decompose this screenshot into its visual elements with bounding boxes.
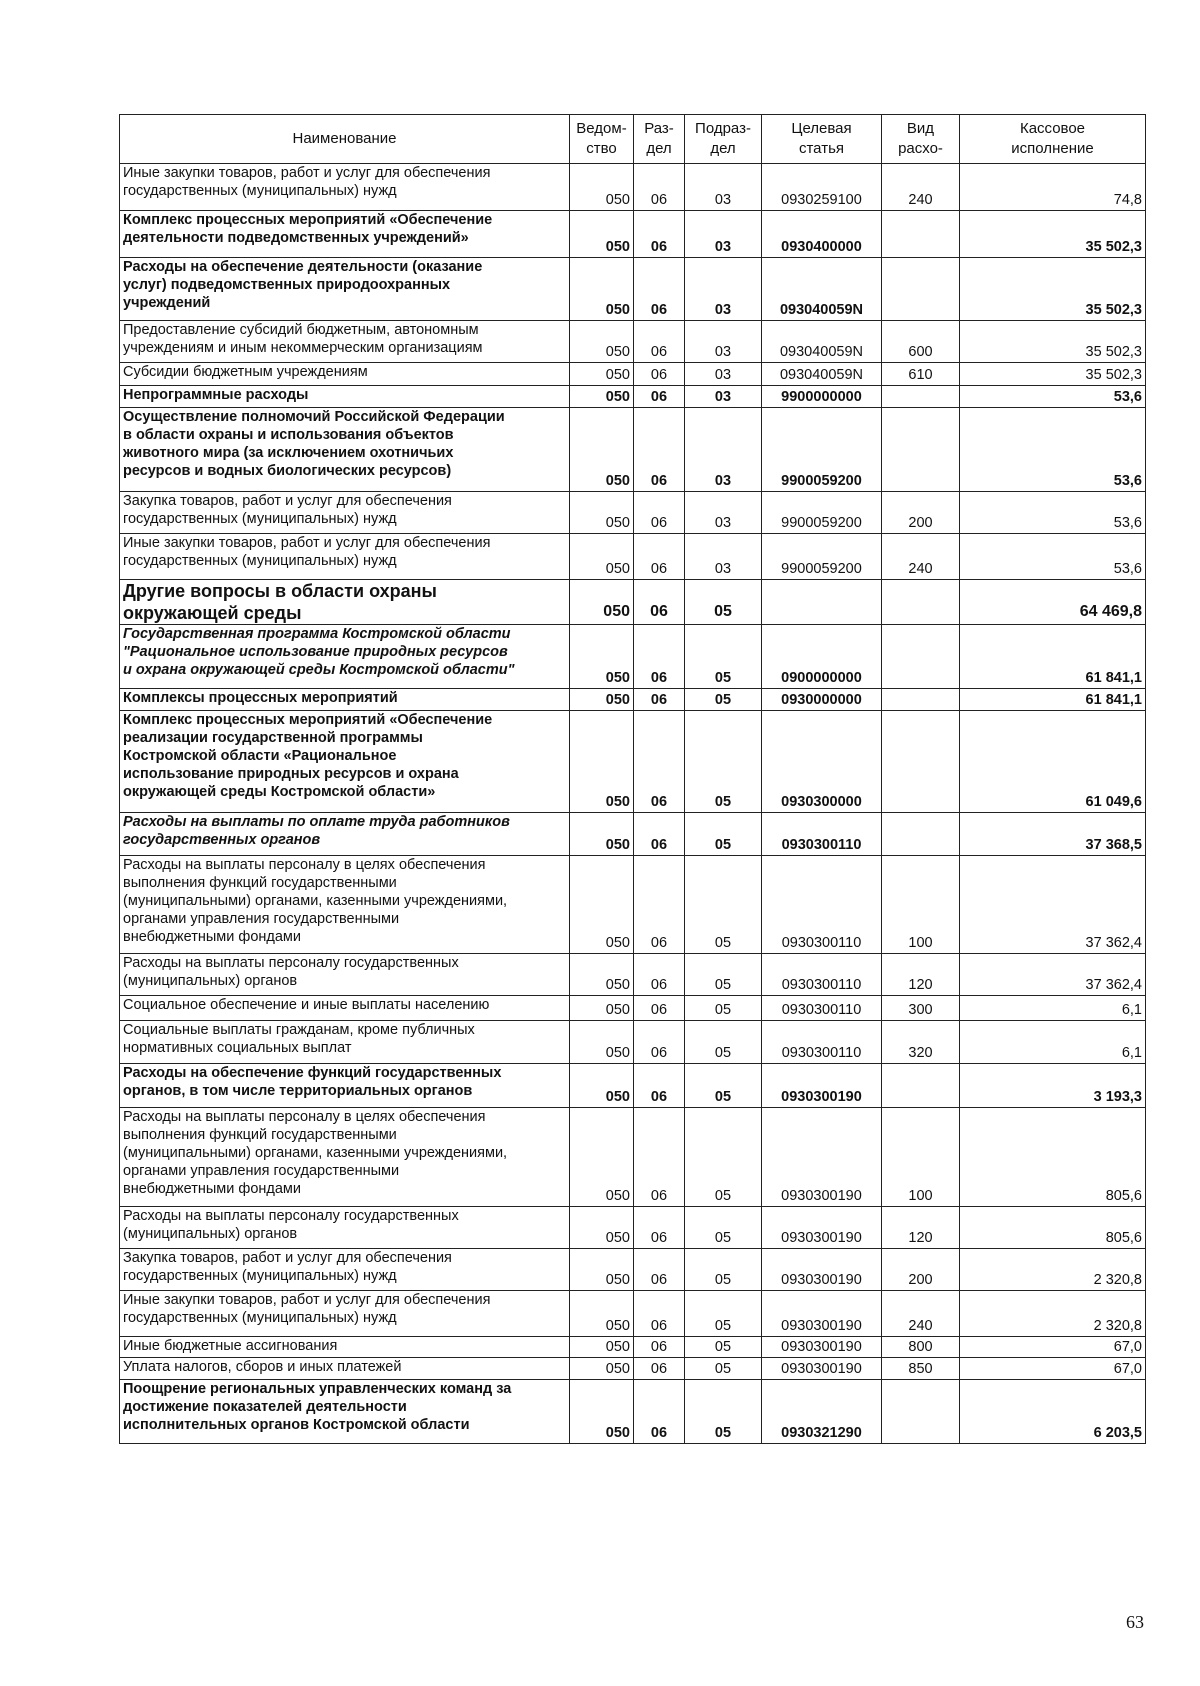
- cell-article: 9900000000: [762, 386, 882, 408]
- table-row: [120, 580, 1146, 625]
- cell-name: Расходы на выплаты по оплате труда работников государственных органов: [120, 813, 570, 856]
- header-article-label: Целевая статья: [791, 120, 852, 157]
- cell-razdel: 06: [634, 363, 685, 386]
- cell-razdel: 06: [634, 1249, 685, 1291]
- header-razdel: [634, 115, 685, 164]
- cell-name: Иные закупки товаров, работ и услуг для обеспечения государственных (муниципальных) нужд: [120, 534, 570, 580]
- cell-vid: 240: [882, 534, 960, 580]
- cell-ved: 050: [570, 534, 634, 580]
- header-ved-label: Ведом- ство: [576, 120, 627, 157]
- table-row: [120, 813, 1146, 856]
- table-row: [120, 321, 1146, 363]
- cell-ved: 050: [570, 1337, 634, 1358]
- cell-article: 0930300190: [762, 1337, 882, 1358]
- cell-podrazdel: 05: [685, 1108, 762, 1207]
- header-amount-label: Кассовое исполнение: [1011, 120, 1094, 157]
- table-row: [120, 258, 1146, 321]
- cell-podrazdel: 05: [685, 580, 762, 625]
- cell-vid: [882, 711, 960, 813]
- cell-podrazdel: 05: [685, 711, 762, 813]
- cell-podrazdel: 05: [685, 954, 762, 996]
- header-name: Наименование: [120, 115, 570, 164]
- cell-name: Иные закупки товаров, работ и услуг для обеспечения государственных (муниципальных) нужд: [120, 164, 570, 211]
- cell-name: Комплекс процессных мероприятий «Обеспечение деятельности подведомственных учреждений»: [120, 211, 570, 258]
- cell-amount: 3 193,3: [960, 1064, 1146, 1108]
- table-row: [120, 625, 1146, 689]
- cell-podrazdel: 03: [685, 164, 762, 211]
- cell-podrazdel: 03: [685, 408, 762, 492]
- cell-ved: 050: [570, 1064, 634, 1108]
- cell-vid: [882, 813, 960, 856]
- cell-ved: 050: [570, 996, 634, 1021]
- cell-amount: 53,6: [960, 492, 1146, 534]
- cell-vid: 200: [882, 1249, 960, 1291]
- cell-vid: [882, 580, 960, 625]
- cell-name: Закупка товаров, работ и услуг для обеспечения государственных (муниципальных) нужд: [120, 1249, 570, 1291]
- cell-name: Уплата налогов, сборов и иных платежей: [120, 1358, 570, 1380]
- cell-article: 0930300110: [762, 954, 882, 996]
- cell-vid: [882, 258, 960, 321]
- cell-amount: 35 502,3: [960, 211, 1146, 258]
- header-razdel-label: Раз- дел: [644, 120, 674, 157]
- cell-ved: 050: [570, 386, 634, 408]
- cell-vid: [882, 211, 960, 258]
- cell-podrazdel: 05: [685, 1380, 762, 1444]
- table-row: [120, 1291, 1146, 1337]
- table-row: [120, 408, 1146, 492]
- cell-amount: 35 502,3: [960, 363, 1146, 386]
- table-row: [120, 1108, 1146, 1207]
- cell-ved: 050: [570, 580, 634, 625]
- table-row: [120, 996, 1146, 1021]
- cell-name: Расходы на обеспечение функций государственных органов, в том числе территориальных органов: [120, 1064, 570, 1108]
- cell-razdel: 06: [634, 1207, 685, 1249]
- table-row: [120, 1207, 1146, 1249]
- cell-amount: 2 320,8: [960, 1249, 1146, 1291]
- table-row: [120, 1064, 1146, 1108]
- cell-razdel: 06: [634, 258, 685, 321]
- cell-name: Комплексы процессных мероприятий: [120, 689, 570, 711]
- cell-ved: 050: [570, 1021, 634, 1064]
- cell-razdel: 06: [634, 813, 685, 856]
- cell-podrazdel: 05: [685, 689, 762, 711]
- table-row: [120, 211, 1146, 258]
- cell-podrazdel: 05: [685, 1021, 762, 1064]
- cell-ved: 050: [570, 321, 634, 363]
- cell-podrazdel: 03: [685, 492, 762, 534]
- header-ved: [570, 115, 634, 164]
- cell-amount: 35 502,3: [960, 321, 1146, 363]
- cell-amount: 37 362,4: [960, 856, 1146, 954]
- cell-ved: 050: [570, 211, 634, 258]
- cell-name: Другие вопросы в области охраны окружающей среды: [120, 580, 570, 625]
- cell-podrazdel: 05: [685, 813, 762, 856]
- cell-ved: 050: [570, 689, 634, 711]
- cell-razdel: 06: [634, 534, 685, 580]
- cell-vid: 200: [882, 492, 960, 534]
- table-row: [120, 856, 1146, 954]
- header-article: [762, 115, 882, 164]
- cell-ved: 050: [570, 1108, 634, 1207]
- cell-amount: 53,6: [960, 408, 1146, 492]
- table-row: [120, 1021, 1146, 1064]
- cell-amount: 61 049,6: [960, 711, 1146, 813]
- cell-vid: 300: [882, 996, 960, 1021]
- cell-razdel: 06: [634, 856, 685, 954]
- cell-name: Предоставление субсидий бюджетным, автономным учреждениям и иным некоммерческим организациям: [120, 321, 570, 363]
- cell-article: 0930300110: [762, 856, 882, 954]
- cell-podrazdel: 05: [685, 1249, 762, 1291]
- cell-name: Непрограммные расходы: [120, 386, 570, 408]
- cell-ved: 050: [570, 1380, 634, 1444]
- cell-ved: 050: [570, 1249, 634, 1291]
- cell-article: 0930300110: [762, 1021, 882, 1064]
- cell-article: 0900000000: [762, 625, 882, 689]
- header-row: [120, 115, 1146, 164]
- table-row: [120, 363, 1146, 386]
- cell-amount: 64 469,8: [960, 580, 1146, 625]
- cell-name: Закупка товаров, работ и услуг для обеспечения государственных (муниципальных) нужд: [120, 492, 570, 534]
- cell-razdel: 06: [634, 1337, 685, 1358]
- cell-name: Иные бюджетные ассигнования: [120, 1337, 570, 1358]
- cell-ved: 050: [570, 954, 634, 996]
- cell-name: Государственная программа Костромской области "Рациональное использование природных ресурсов и охрана окружающей среды Костромской области": [120, 625, 570, 689]
- cell-article: 0930300190: [762, 1108, 882, 1207]
- cell-razdel: 06: [634, 1380, 685, 1444]
- cell-vid: [882, 386, 960, 408]
- cell-article: 0930300190: [762, 1207, 882, 1249]
- cell-amount: 805,6: [960, 1108, 1146, 1207]
- cell-name: Социальные выплаты гражданам, кроме публичных нормативных социальных выплат: [120, 1021, 570, 1064]
- cell-razdel: 06: [634, 386, 685, 408]
- cell-article: 0930259100: [762, 164, 882, 211]
- cell-razdel: 06: [634, 996, 685, 1021]
- cell-razdel: 06: [634, 492, 685, 534]
- table-row: [120, 711, 1146, 813]
- cell-article: 0930000000: [762, 689, 882, 711]
- cell-vid: [882, 625, 960, 689]
- cell-razdel: 06: [634, 1291, 685, 1337]
- page-number: 63: [1126, 1612, 1144, 1632]
- table-row: [120, 1358, 1146, 1380]
- cell-vid: 800: [882, 1337, 960, 1358]
- cell-podrazdel: 05: [685, 625, 762, 689]
- cell-article: 0930300190: [762, 1358, 882, 1380]
- cell-podrazdel: 03: [685, 211, 762, 258]
- cell-ved: 050: [570, 1207, 634, 1249]
- cell-razdel: 06: [634, 1358, 685, 1380]
- cell-amount: 35 502,3: [960, 258, 1146, 321]
- cell-vid: 120: [882, 954, 960, 996]
- cell-vid: [882, 689, 960, 711]
- cell-razdel: 06: [634, 1064, 685, 1108]
- cell-razdel: 06: [634, 580, 685, 625]
- cell-name: Расходы на обеспечение деятельности (оказание услуг) подведомственных природоохранных учреждений: [120, 258, 570, 321]
- cell-amount: 6 203,5: [960, 1380, 1146, 1444]
- cell-podrazdel: 03: [685, 258, 762, 321]
- cell-name: Поощрение региональных управленческих команд за достижение показателей деятельности исполнительных органов Костромской области: [120, 1380, 570, 1444]
- table-row: [120, 954, 1146, 996]
- cell-ved: 050: [570, 164, 634, 211]
- cell-razdel: 06: [634, 408, 685, 492]
- table-row: [120, 689, 1146, 711]
- table-body: [120, 164, 1146, 1444]
- cell-podrazdel: 03: [685, 321, 762, 363]
- cell-amount: 53,6: [960, 386, 1146, 408]
- cell-ved: 050: [570, 1291, 634, 1337]
- cell-amount: 67,0: [960, 1337, 1146, 1358]
- cell-name: Иные закупки товаров, работ и услуг для обеспечения государственных (муниципальных) нужд: [120, 1291, 570, 1337]
- cell-razdel: 06: [634, 211, 685, 258]
- header-podrazdel-label: Подраз- дел: [695, 120, 751, 157]
- cell-amount: 74,8: [960, 164, 1146, 211]
- cell-name: Субсидии бюджетным учреждениям: [120, 363, 570, 386]
- cell-amount: 37 362,4: [960, 954, 1146, 996]
- cell-vid: [882, 408, 960, 492]
- cell-name: Расходы на выплаты персоналу государственных (муниципальных) органов: [120, 1207, 570, 1249]
- cell-vid: [882, 1380, 960, 1444]
- cell-amount: 37 368,5: [960, 813, 1146, 856]
- cell-vid: 610: [882, 363, 960, 386]
- cell-article: 0930400000: [762, 211, 882, 258]
- table-row: [120, 1380, 1146, 1444]
- cell-amount: 53,6: [960, 534, 1146, 580]
- cell-amount: 2 320,8: [960, 1291, 1146, 1337]
- cell-amount: 61 841,1: [960, 689, 1146, 711]
- cell-amount: 61 841,1: [960, 625, 1146, 689]
- cell-vid: 600: [882, 321, 960, 363]
- cell-name: Комплекс процессных мероприятий «Обеспечение реализации государственной программы Костромской области «Рациональное использование природных ресурсов и охрана окружающей среды Костромской области»: [120, 711, 570, 813]
- cell-article: 0930300190: [762, 1249, 882, 1291]
- cell-ved: 050: [570, 258, 634, 321]
- cell-vid: 100: [882, 1108, 960, 1207]
- cell-article: 0930300110: [762, 996, 882, 1021]
- cell-article: 0930300000: [762, 711, 882, 813]
- header-podrazdel: [685, 115, 762, 164]
- cell-name: Социальное обеспечение и иные выплаты населению: [120, 996, 570, 1021]
- cell-article: 0930300190: [762, 1064, 882, 1108]
- cell-amount: 6,1: [960, 996, 1146, 1021]
- table-row: [120, 492, 1146, 534]
- table-row: [120, 1249, 1146, 1291]
- cell-ved: 050: [570, 363, 634, 386]
- cell-name: Осуществление полномочий Российской Федерации в области охраны и использования объектов животного мира (за исключением охотничьих ресурсов и водных биологических ресурсов): [120, 408, 570, 492]
- cell-article: 0930300110: [762, 813, 882, 856]
- cell-podrazdel: 05: [685, 1291, 762, 1337]
- cell-podrazdel: 05: [685, 1337, 762, 1358]
- cell-ved: 050: [570, 856, 634, 954]
- cell-name: Расходы на выплаты персоналу государственных (муниципальных) органов: [120, 954, 570, 996]
- header-vid: [882, 115, 960, 164]
- cell-podrazdel: 05: [685, 856, 762, 954]
- table-row: [120, 1337, 1146, 1358]
- cell-ved: 050: [570, 492, 634, 534]
- cell-name: Расходы на выплаты персоналу в целях обеспечения выполнения функций государственными (муниципальными) органами, казенными учреждениями, органами управления государственными внебюджетными фондами: [120, 1108, 570, 1207]
- cell-ved: 050: [570, 408, 634, 492]
- table-row: [120, 534, 1146, 580]
- cell-vid: 240: [882, 1291, 960, 1337]
- cell-article: 9900059200: [762, 408, 882, 492]
- cell-podrazdel: 05: [685, 1064, 762, 1108]
- cell-razdel: 06: [634, 689, 685, 711]
- cell-name: Расходы на выплаты персоналу в целях обеспечения выполнения функций государственными (муниципальными) органами, казенными учреждениями, органами управления государственными внебюджетными фондами: [120, 856, 570, 954]
- cell-razdel: 06: [634, 625, 685, 689]
- cell-vid: [882, 1064, 960, 1108]
- header-amount: [960, 115, 1146, 164]
- cell-article: 093040059N: [762, 258, 882, 321]
- cell-vid: 240: [882, 164, 960, 211]
- cell-podrazdel: 05: [685, 996, 762, 1021]
- cell-podrazdel: 03: [685, 363, 762, 386]
- cell-razdel: 06: [634, 954, 685, 996]
- budget-table: [119, 114, 1146, 1444]
- cell-article: 9900059200: [762, 492, 882, 534]
- cell-razdel: 06: [634, 711, 685, 813]
- cell-amount: 805,6: [960, 1207, 1146, 1249]
- cell-razdel: 06: [634, 1021, 685, 1064]
- table-row: [120, 164, 1146, 211]
- table-row: [120, 386, 1146, 408]
- cell-podrazdel: 03: [685, 386, 762, 408]
- cell-vid: 100: [882, 856, 960, 954]
- cell-ved: 050: [570, 1358, 634, 1380]
- cell-razdel: 06: [634, 164, 685, 211]
- cell-podrazdel: 03: [685, 534, 762, 580]
- cell-podrazdel: 05: [685, 1207, 762, 1249]
- cell-podrazdel: 05: [685, 1358, 762, 1380]
- cell-article: 093040059N: [762, 321, 882, 363]
- cell-article: 0930300190: [762, 1291, 882, 1337]
- cell-amount: 6,1: [960, 1021, 1146, 1064]
- cell-vid: 320: [882, 1021, 960, 1064]
- cell-amount: 67,0: [960, 1358, 1146, 1380]
- cell-article: 093040059N: [762, 363, 882, 386]
- cell-article: [762, 580, 882, 625]
- cell-razdel: 06: [634, 321, 685, 363]
- cell-razdel: 06: [634, 1108, 685, 1207]
- cell-ved: 050: [570, 813, 634, 856]
- cell-vid: 850: [882, 1358, 960, 1380]
- cell-article: 9900059200: [762, 534, 882, 580]
- cell-ved: 050: [570, 711, 634, 813]
- header-vid-label: Вид расхо-: [898, 120, 943, 157]
- cell-article: 0930321290: [762, 1380, 882, 1444]
- cell-vid: 120: [882, 1207, 960, 1249]
- cell-ved: 050: [570, 625, 634, 689]
